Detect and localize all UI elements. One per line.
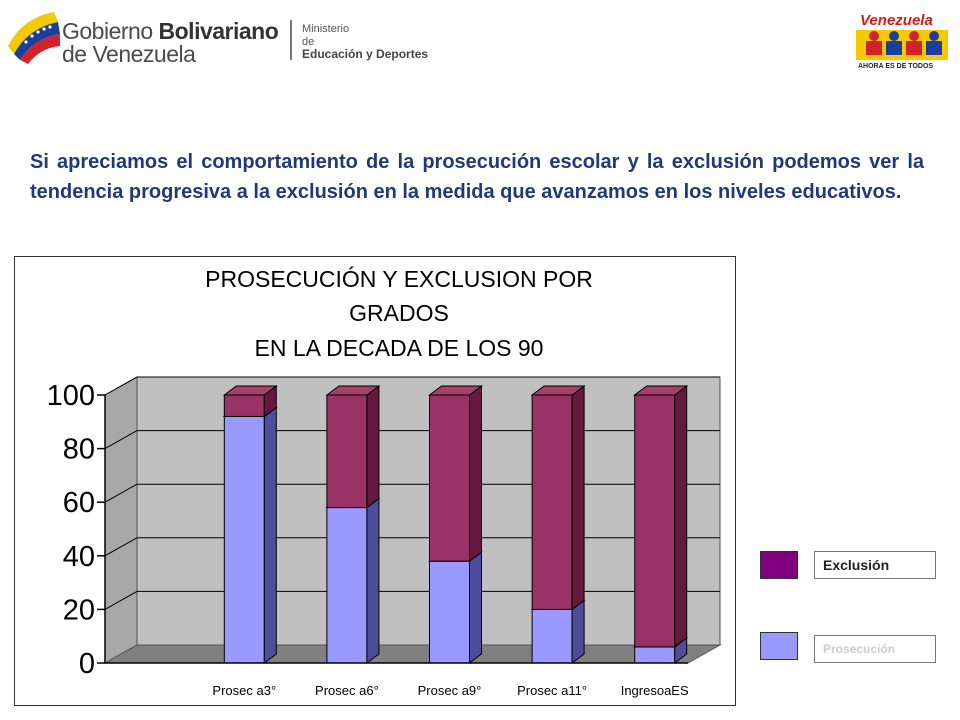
x-tick-label: Prosec a6° — [315, 683, 379, 698]
chart-title-line: PROSECUCIÓN Y EXCLUSION POR — [205, 266, 593, 292]
legend-label-exclusion: Exclusión — [814, 551, 936, 579]
gov-bold-text: Bolivariano — [158, 18, 279, 44]
stacked-bar-chart — [15, 257, 735, 705]
chart-side-wall — [105, 377, 137, 663]
x-tick-label: Prosec a11° — [517, 683, 588, 698]
legend-label-prosecution: Prosecución — [814, 635, 936, 663]
bar-prosecucion-side — [572, 600, 584, 663]
legend-swatch-prosecution — [760, 632, 798, 660]
bar-prosecucion — [327, 508, 367, 663]
bar-prosecucion-side — [264, 407, 276, 663]
y-tick-label: 0 — [78, 648, 95, 680]
bar-exclusion — [327, 395, 367, 508]
y-tick-label: 60 — [62, 487, 95, 520]
ministry-name — [302, 23, 428, 62]
x-tick-label: IngresoaES — [620, 683, 689, 698]
bar-exclusion — [635, 395, 675, 647]
bar-exclusion-side — [572, 386, 584, 609]
government-name — [62, 20, 278, 66]
ministry-line-3: Educación y Deportes — [302, 47, 429, 62]
bar-exclusion-side — [675, 386, 687, 647]
bar-prosecucion — [224, 416, 264, 663]
bar-exclusion-side — [470, 386, 482, 561]
y-tick-label: 40 — [62, 540, 95, 573]
x-tick-label: Prosec a9° — [417, 683, 482, 698]
legend-swatch-exclusion — [760, 551, 798, 579]
chart-title-line: GRADOS — [349, 300, 449, 326]
venezuela-flag-logo-icon — [4, 8, 62, 64]
ministry-line-1: Ministerio — [302, 23, 350, 35]
chart-floor — [105, 645, 720, 663]
bar-prosecucion — [532, 609, 572, 663]
intro-paragraph: Si apreciamos el comportamiento de la prosecución escolar y la exclusión podemos ver la tendencia progresiva a la exclusión en la medida que avanzamos en los niveles educativos. — [30, 151, 924, 203]
y-tick-label: 80 — [62, 433, 95, 466]
chart-container — [14, 256, 736, 706]
gov-country-text: de Venezuela — [62, 41, 196, 67]
header-divider — [290, 20, 292, 60]
bar-exclusion — [532, 395, 572, 609]
gov-regular-text: Gobierno — [62, 18, 153, 44]
bar-exclusion-side — [367, 386, 379, 508]
bar-exclusion — [224, 395, 264, 416]
ahora-logo-tagline: AHORA ES DE TODOS — [858, 63, 934, 70]
bar-exclusion — [430, 395, 470, 561]
chart-title-line: EN LA DECADA DE LOS 90 — [254, 335, 544, 361]
bar-prosecucion-side — [470, 552, 482, 663]
x-tick-label: Prosec a3° — [212, 683, 277, 698]
ahora-logo-title: Venezuela — [860, 12, 933, 29]
bar-prosecucion — [635, 647, 675, 663]
y-tick-label: 20 — [62, 594, 95, 627]
bar-prosecucion — [430, 561, 470, 663]
ministry-line-2: de — [302, 35, 315, 48]
header — [0, 0, 960, 80]
bar-prosecucion-side — [367, 499, 379, 663]
y-tick-label: 100 — [46, 380, 95, 412]
